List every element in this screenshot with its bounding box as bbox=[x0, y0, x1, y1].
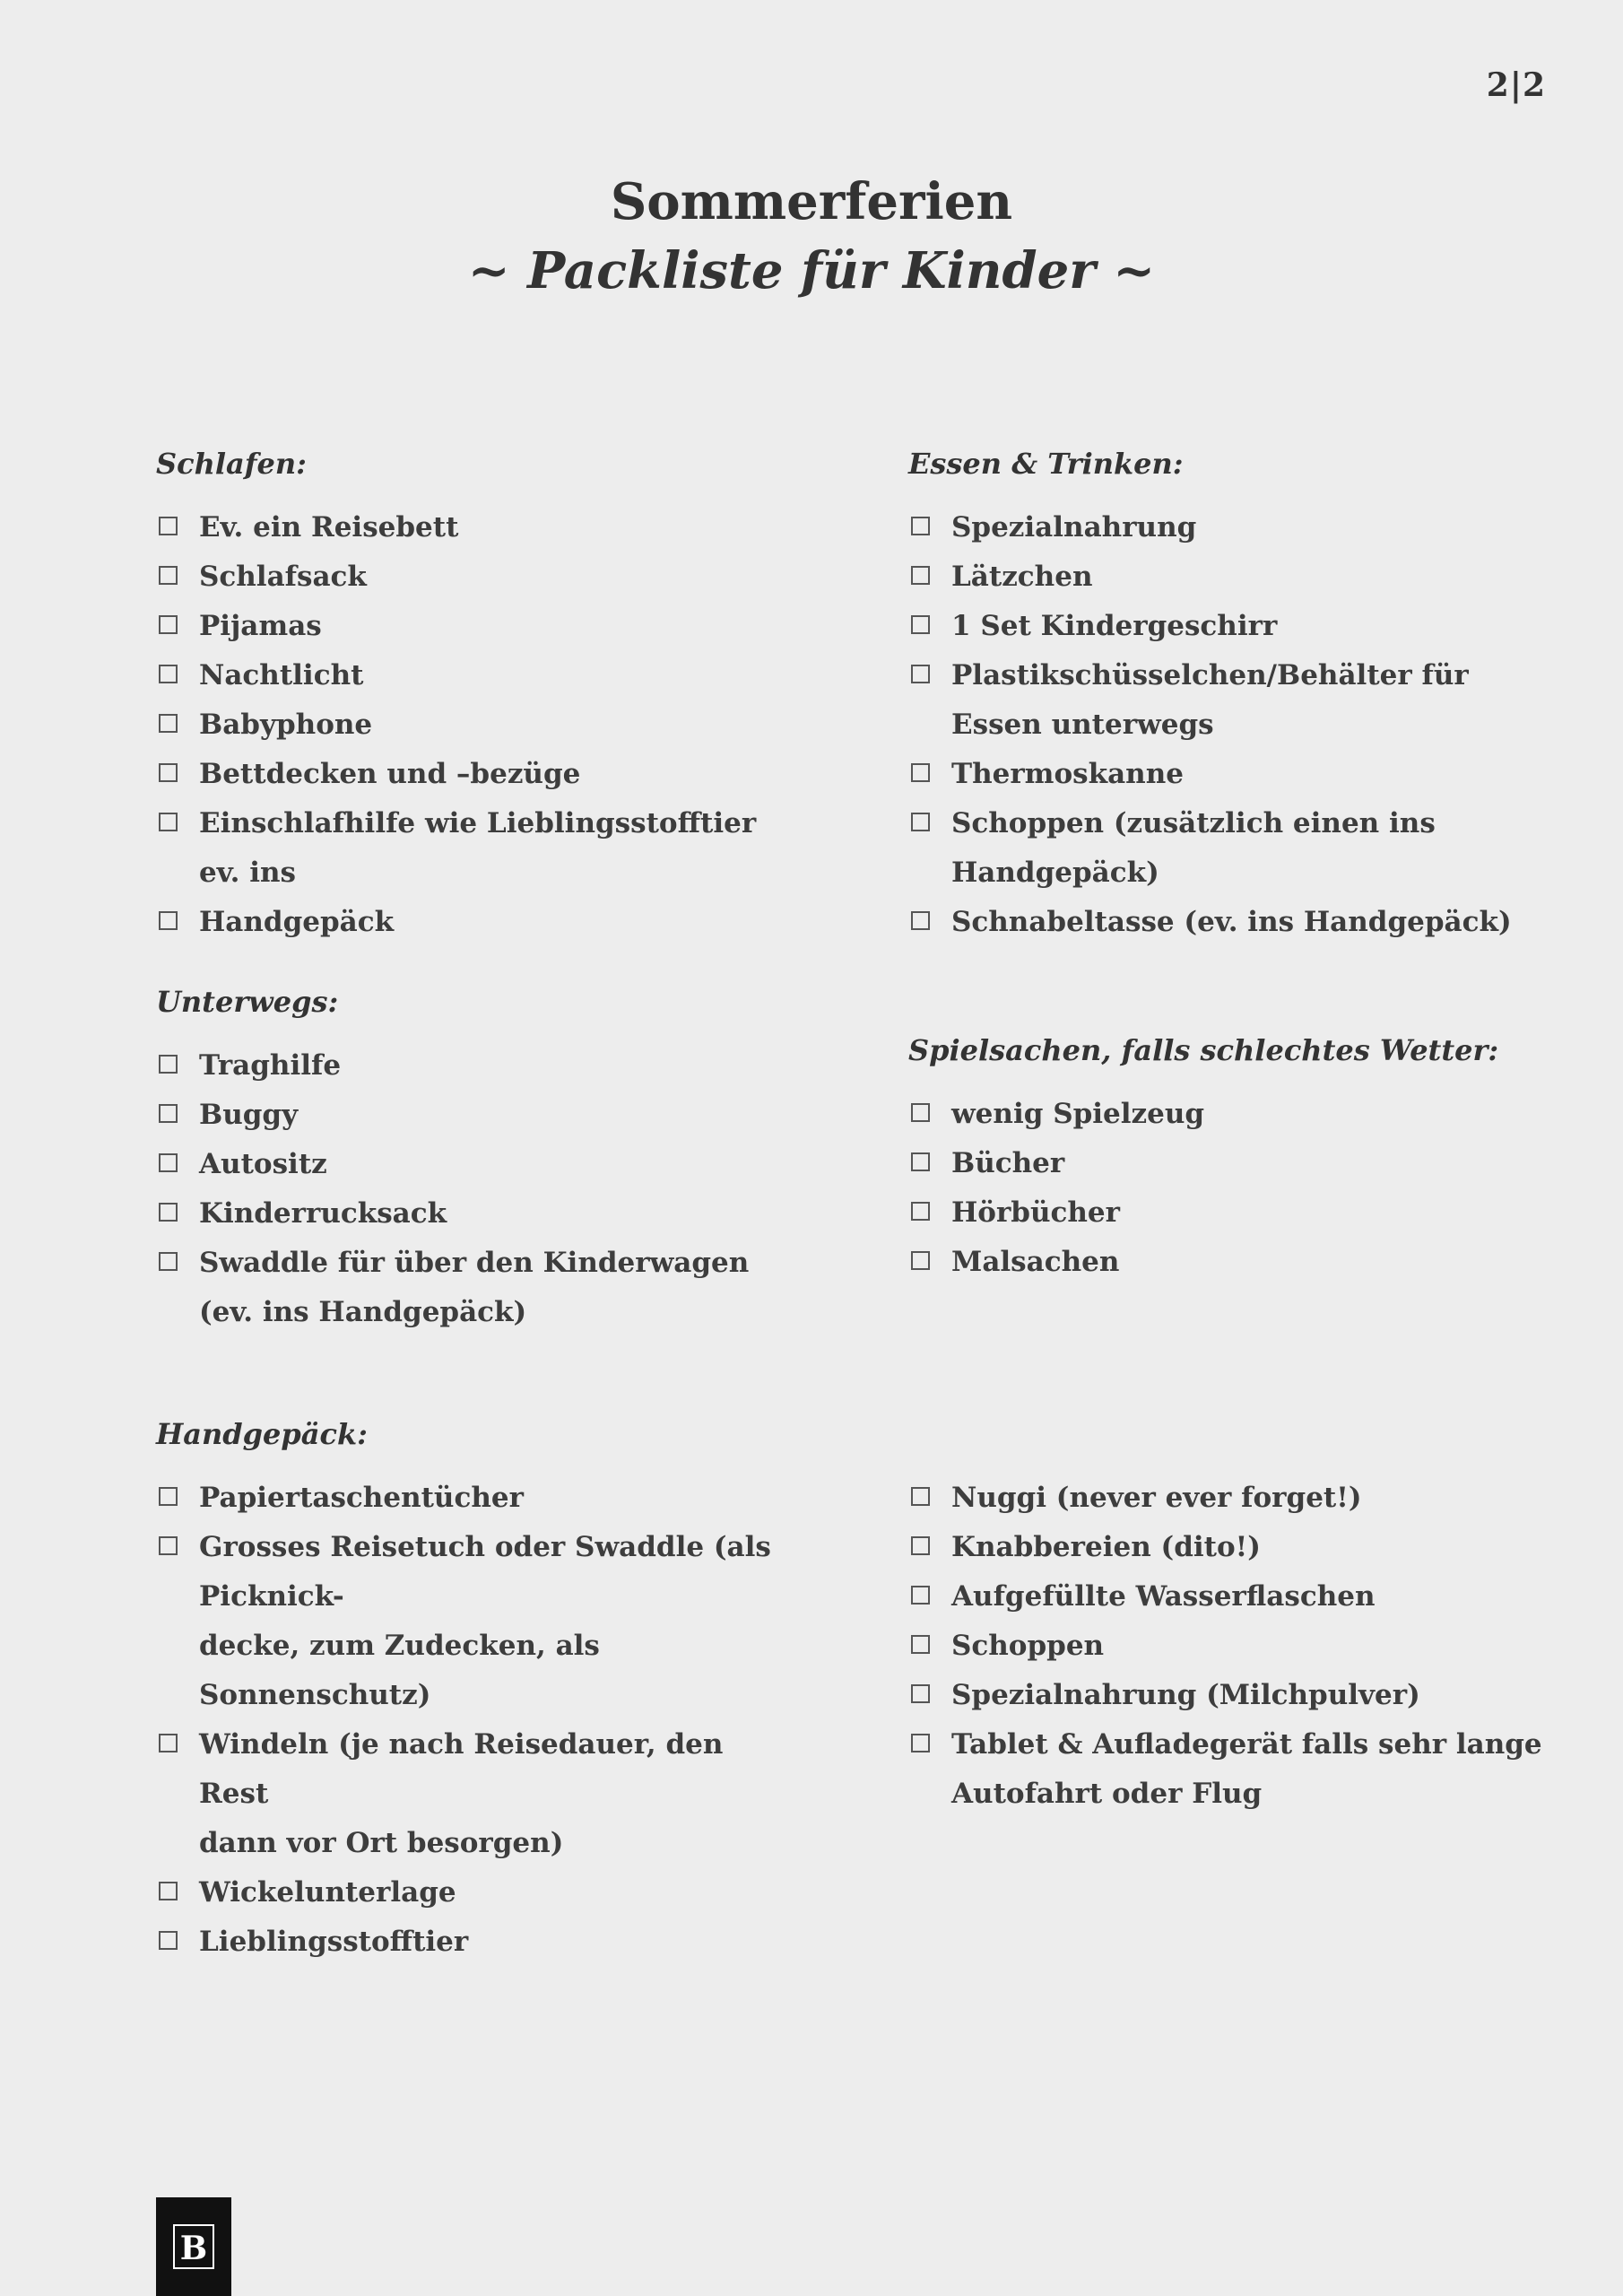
checklist-item-label: Wickelunterlage bbox=[199, 1876, 456, 1909]
checklist-item[interactable] bbox=[156, 552, 784, 602]
checkbox[interactable] bbox=[159, 714, 178, 733]
checklist-item[interactable] bbox=[908, 1622, 1554, 1671]
checkbox[interactable] bbox=[911, 566, 930, 585]
checkbox[interactable] bbox=[911, 911, 930, 930]
checklist-item[interactable] bbox=[156, 1720, 802, 1868]
checklist-item[interactable] bbox=[156, 1474, 802, 1523]
page-subtitle: ~ Packliste für Kinder ~ bbox=[467, 241, 1156, 300]
checklist-item[interactable] bbox=[908, 552, 1536, 602]
checklist-item-label: Spezialnahrung bbox=[951, 511, 1197, 544]
checklist-item-label: Babyphone bbox=[199, 709, 373, 741]
checklist-item[interactable] bbox=[908, 651, 1536, 750]
checklist-item[interactable] bbox=[908, 602, 1536, 651]
checklist-item-label: Handgepäck bbox=[199, 906, 395, 938]
section-handgepaeck-right bbox=[908, 1474, 1554, 1819]
checkbox[interactable] bbox=[159, 665, 178, 683]
page-title: Sommerferien bbox=[610, 172, 1013, 231]
checklist-item[interactable] bbox=[908, 1474, 1554, 1523]
checklist-item-label: Knabbereien (dito!) bbox=[951, 1531, 1261, 1563]
checklist-item[interactable] bbox=[156, 1140, 784, 1189]
checkbox[interactable] bbox=[159, 1104, 178, 1123]
checkbox[interactable] bbox=[159, 1931, 178, 1950]
checkbox[interactable] bbox=[159, 763, 178, 782]
checklist-handgepaeck bbox=[156, 1474, 802, 1967]
checklist-item[interactable] bbox=[156, 799, 784, 898]
checklist-item-label: Malsachen bbox=[951, 1246, 1120, 1278]
checklist-item[interactable] bbox=[908, 799, 1536, 898]
checkbox[interactable] bbox=[159, 1055, 178, 1074]
checklist-item-label: Autositz bbox=[199, 1148, 327, 1180]
checklist-item[interactable] bbox=[908, 503, 1536, 552]
checkbox[interactable] bbox=[159, 566, 178, 585]
section-heading-spielsachen: Spielsachen, falls schlechtes Wetter: bbox=[908, 1033, 1499, 1067]
checklist-item-label: Aufgefüllte Wasserflaschen bbox=[951, 1580, 1376, 1613]
checklist-schlafen bbox=[156, 503, 784, 947]
checklist-item[interactable] bbox=[908, 1523, 1554, 1572]
checklist-item[interactable] bbox=[156, 503, 784, 552]
checklist-handgepaeck-right bbox=[908, 1474, 1554, 1819]
checklist-item-label: Bücher bbox=[951, 1147, 1065, 1179]
checklist-item[interactable] bbox=[156, 898, 784, 947]
checkbox[interactable] bbox=[159, 1203, 178, 1222]
checklist-item-label: Plastikschüsselchen/Behälter für Essen unterwegs bbox=[951, 659, 1469, 741]
checklist-item[interactable] bbox=[156, 602, 784, 651]
checklist-item-label: Papiertaschentücher bbox=[199, 1482, 524, 1514]
section-heading-schlafen: Schlafen: bbox=[156, 447, 307, 481]
checklist-item-label: Lieblingsstofftier bbox=[199, 1926, 469, 1958]
checklist-item[interactable] bbox=[156, 1918, 802, 1967]
checklist-item-label: 1 Set Kindergeschirr bbox=[951, 610, 1278, 642]
checkbox[interactable] bbox=[159, 517, 178, 535]
section-spielsachen bbox=[908, 1032, 1554, 1287]
checkbox[interactable] bbox=[159, 1487, 178, 1506]
page-number: 2|2 bbox=[1486, 66, 1546, 104]
checklist-item-label: Pijamas bbox=[199, 610, 322, 642]
checklist-item[interactable] bbox=[908, 1572, 1554, 1622]
checklist-item-label: Schlafsack bbox=[199, 561, 367, 593]
checkbox[interactable] bbox=[159, 911, 178, 930]
checklist-item-label: Tablet & Aufladegerät falls sehr lange Autofahrt oder Flug bbox=[951, 1728, 1542, 1810]
checklist-item[interactable] bbox=[908, 1188, 1554, 1238]
checklist-item[interactable] bbox=[908, 1238, 1554, 1287]
checklist-item-label: Nachtlicht bbox=[199, 659, 364, 691]
checkbox[interactable] bbox=[159, 813, 178, 831]
brand-logo bbox=[156, 2197, 231, 2296]
section-heading-essen: Essen & Trinken: bbox=[908, 447, 1184, 481]
section-heading-handgepaeck: Handgepäck: bbox=[156, 1417, 368, 1451]
checklist-item-label: Swaddle für über den Kinderwagen (ev. ins Handgepäck) bbox=[199, 1247, 750, 1328]
checklist-item-label: Kinderrucksack bbox=[199, 1197, 447, 1230]
checklist-item-label: Lätzchen bbox=[951, 561, 1093, 593]
checklist-item[interactable] bbox=[908, 1671, 1554, 1720]
checkbox[interactable] bbox=[159, 1536, 178, 1555]
checkbox[interactable] bbox=[911, 1152, 930, 1171]
checklist-item-label: Ev. ein Reisebett bbox=[199, 511, 459, 544]
checklist-item-label: Buggy bbox=[199, 1099, 299, 1131]
checklist-item-label: Schoppen (zusätzlich einen ins Handgepäck) bbox=[951, 807, 1436, 889]
checklist-item-label: Schnabeltasse (ev. ins Handgepäck) bbox=[951, 906, 1512, 938]
checklist-unterwegs bbox=[156, 1041, 784, 1337]
checkbox[interactable] bbox=[911, 1586, 930, 1605]
checklist-spielsachen bbox=[908, 1090, 1554, 1287]
checkbox[interactable] bbox=[911, 1635, 930, 1654]
b-monogram-logo-icon bbox=[171, 2222, 216, 2271]
checkbox[interactable] bbox=[159, 615, 178, 634]
checkbox[interactable] bbox=[911, 1684, 930, 1703]
checkbox[interactable] bbox=[911, 665, 930, 683]
checkbox[interactable] bbox=[911, 813, 930, 831]
checklist-item-label: Hörbücher bbox=[951, 1196, 1120, 1229]
checklist-item-label: wenig Spielzeug bbox=[951, 1098, 1205, 1130]
checkbox[interactable] bbox=[911, 615, 930, 634]
checklist-item[interactable] bbox=[156, 1868, 802, 1918]
section-heading-unterwegs: Unterwegs: bbox=[156, 985, 339, 1019]
section-schlafen bbox=[156, 446, 784, 947]
checklist-item-label: Thermoskanne bbox=[951, 758, 1184, 790]
checklist-item[interactable] bbox=[908, 1090, 1554, 1139]
checklist-item-label: Schoppen bbox=[951, 1630, 1105, 1662]
checkbox[interactable] bbox=[159, 1252, 178, 1271]
checklist-item[interactable] bbox=[156, 651, 784, 700]
checklist-item-label: Nuggi (never ever forget!) bbox=[951, 1482, 1362, 1514]
checkbox[interactable] bbox=[911, 1103, 930, 1122]
checklist-item[interactable] bbox=[908, 898, 1536, 947]
title-block bbox=[0, 169, 1623, 307]
checkbox[interactable] bbox=[911, 1251, 930, 1270]
checkbox[interactable] bbox=[159, 1734, 178, 1752]
checklist-item-label: Bettdecken und –bezüge bbox=[199, 758, 581, 790]
checklist-item[interactable] bbox=[156, 1041, 784, 1091]
checklist-item[interactable] bbox=[156, 750, 784, 799]
checklist-item[interactable] bbox=[156, 1239, 784, 1337]
checkbox[interactable] bbox=[911, 763, 930, 782]
checkbox[interactable] bbox=[159, 1882, 178, 1900]
checklist-item[interactable] bbox=[156, 700, 784, 750]
checkbox[interactable] bbox=[159, 1153, 178, 1172]
checkbox[interactable] bbox=[911, 1487, 930, 1506]
checklist-item-label: Traghilfe bbox=[199, 1049, 342, 1082]
checklist-item-label: Grosses Reisetuch oder Swaddle (als Picknick- decke, zum Zudecken, als Sonnenschutz) bbox=[199, 1531, 771, 1711]
checkbox[interactable] bbox=[911, 1536, 930, 1555]
checkbox[interactable] bbox=[911, 1734, 930, 1752]
checkbox[interactable] bbox=[911, 1202, 930, 1221]
checklist-item[interactable] bbox=[908, 750, 1536, 799]
checklist-item-label: Einschlafhilfe wie Lieblingsstofftier ev. ins bbox=[199, 807, 757, 889]
checklist-essen bbox=[908, 503, 1536, 947]
checklist-item[interactable] bbox=[156, 1091, 784, 1140]
section-unterwegs bbox=[156, 984, 784, 1337]
checklist-item[interactable] bbox=[156, 1523, 802, 1720]
section-essen bbox=[908, 446, 1536, 947]
checklist-item[interactable] bbox=[908, 1139, 1554, 1188]
section-handgepaeck bbox=[156, 1416, 802, 1967]
logo-letter: B bbox=[179, 2230, 208, 2267]
checklist-item-label: Spezialnahrung (Milchpulver) bbox=[951, 1679, 1420, 1711]
checklist-item[interactable] bbox=[156, 1189, 784, 1239]
checkbox[interactable] bbox=[911, 517, 930, 535]
checklist-item-label: Windeln (je nach Reisedauer, den Rest dann vor Ort besorgen) bbox=[199, 1728, 724, 1859]
checklist-item[interactable] bbox=[908, 1720, 1554, 1819]
